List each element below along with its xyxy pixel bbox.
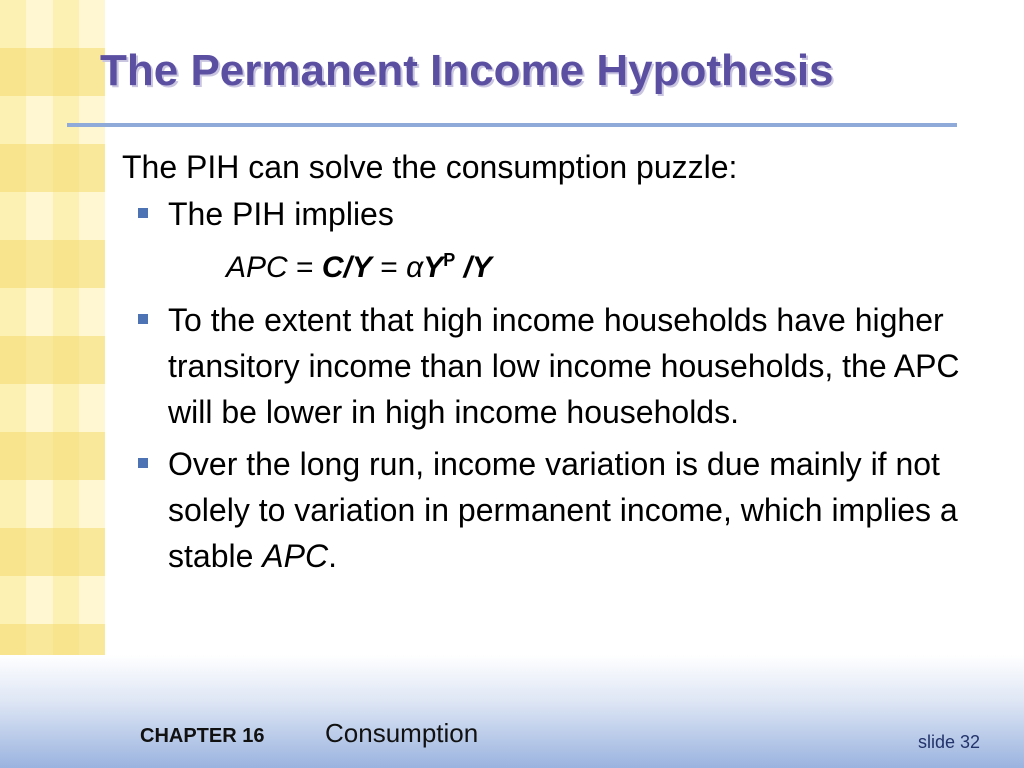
formula-superscript-p: P — [443, 250, 456, 270]
slide-footer — [0, 655, 1024, 768]
intro-text: The PIH can solve the consumption puzzle: — [122, 149, 738, 185]
formula-alpha: α — [406, 251, 424, 284]
bullet-item-long-run — [122, 441, 962, 579]
square-bullet-icon — [138, 314, 148, 324]
footer-topic: Consumption — [325, 718, 479, 748]
slide-title: The Permanent Income Hypothesis — [100, 46, 834, 95]
decorative-side-strip — [0, 0, 105, 768]
bullet-item-pih-implies — [122, 191, 962, 291]
formula-apc: APC — [226, 251, 288, 284]
formula-over-y: /Y — [455, 251, 492, 284]
slide-number: slide 32 — [917, 732, 980, 752]
square-bullet-icon — [138, 208, 148, 218]
formula-equals-2: = — [371, 251, 407, 284]
formula-equals: = — [287, 251, 322, 284]
bullet-text: Over the long run, income variation is due mainly if not solely to variation in permanent income, which implies a stable — [168, 446, 958, 574]
formula-c-over-y: C/Y — [321, 251, 372, 284]
apc-formula — [168, 237, 962, 291]
slide-body — [122, 145, 962, 579]
footer-chapter: CHAPTER 16 — [140, 725, 265, 747]
bullet-text-apc: APC — [262, 538, 329, 574]
bullet-text: The PIH implies — [168, 196, 394, 232]
formula-y: Y — [423, 251, 444, 284]
title-divider — [67, 123, 957, 127]
bullet-list — [122, 191, 962, 579]
square-bullet-icon — [138, 458, 148, 468]
bullet-text-end: . — [328, 538, 337, 574]
bullet-text: To the extent that high income households have higher transitory income than low income households, the APC will be lower in high income households. — [168, 302, 960, 430]
bullet-item-transitory-income — [122, 297, 962, 435]
